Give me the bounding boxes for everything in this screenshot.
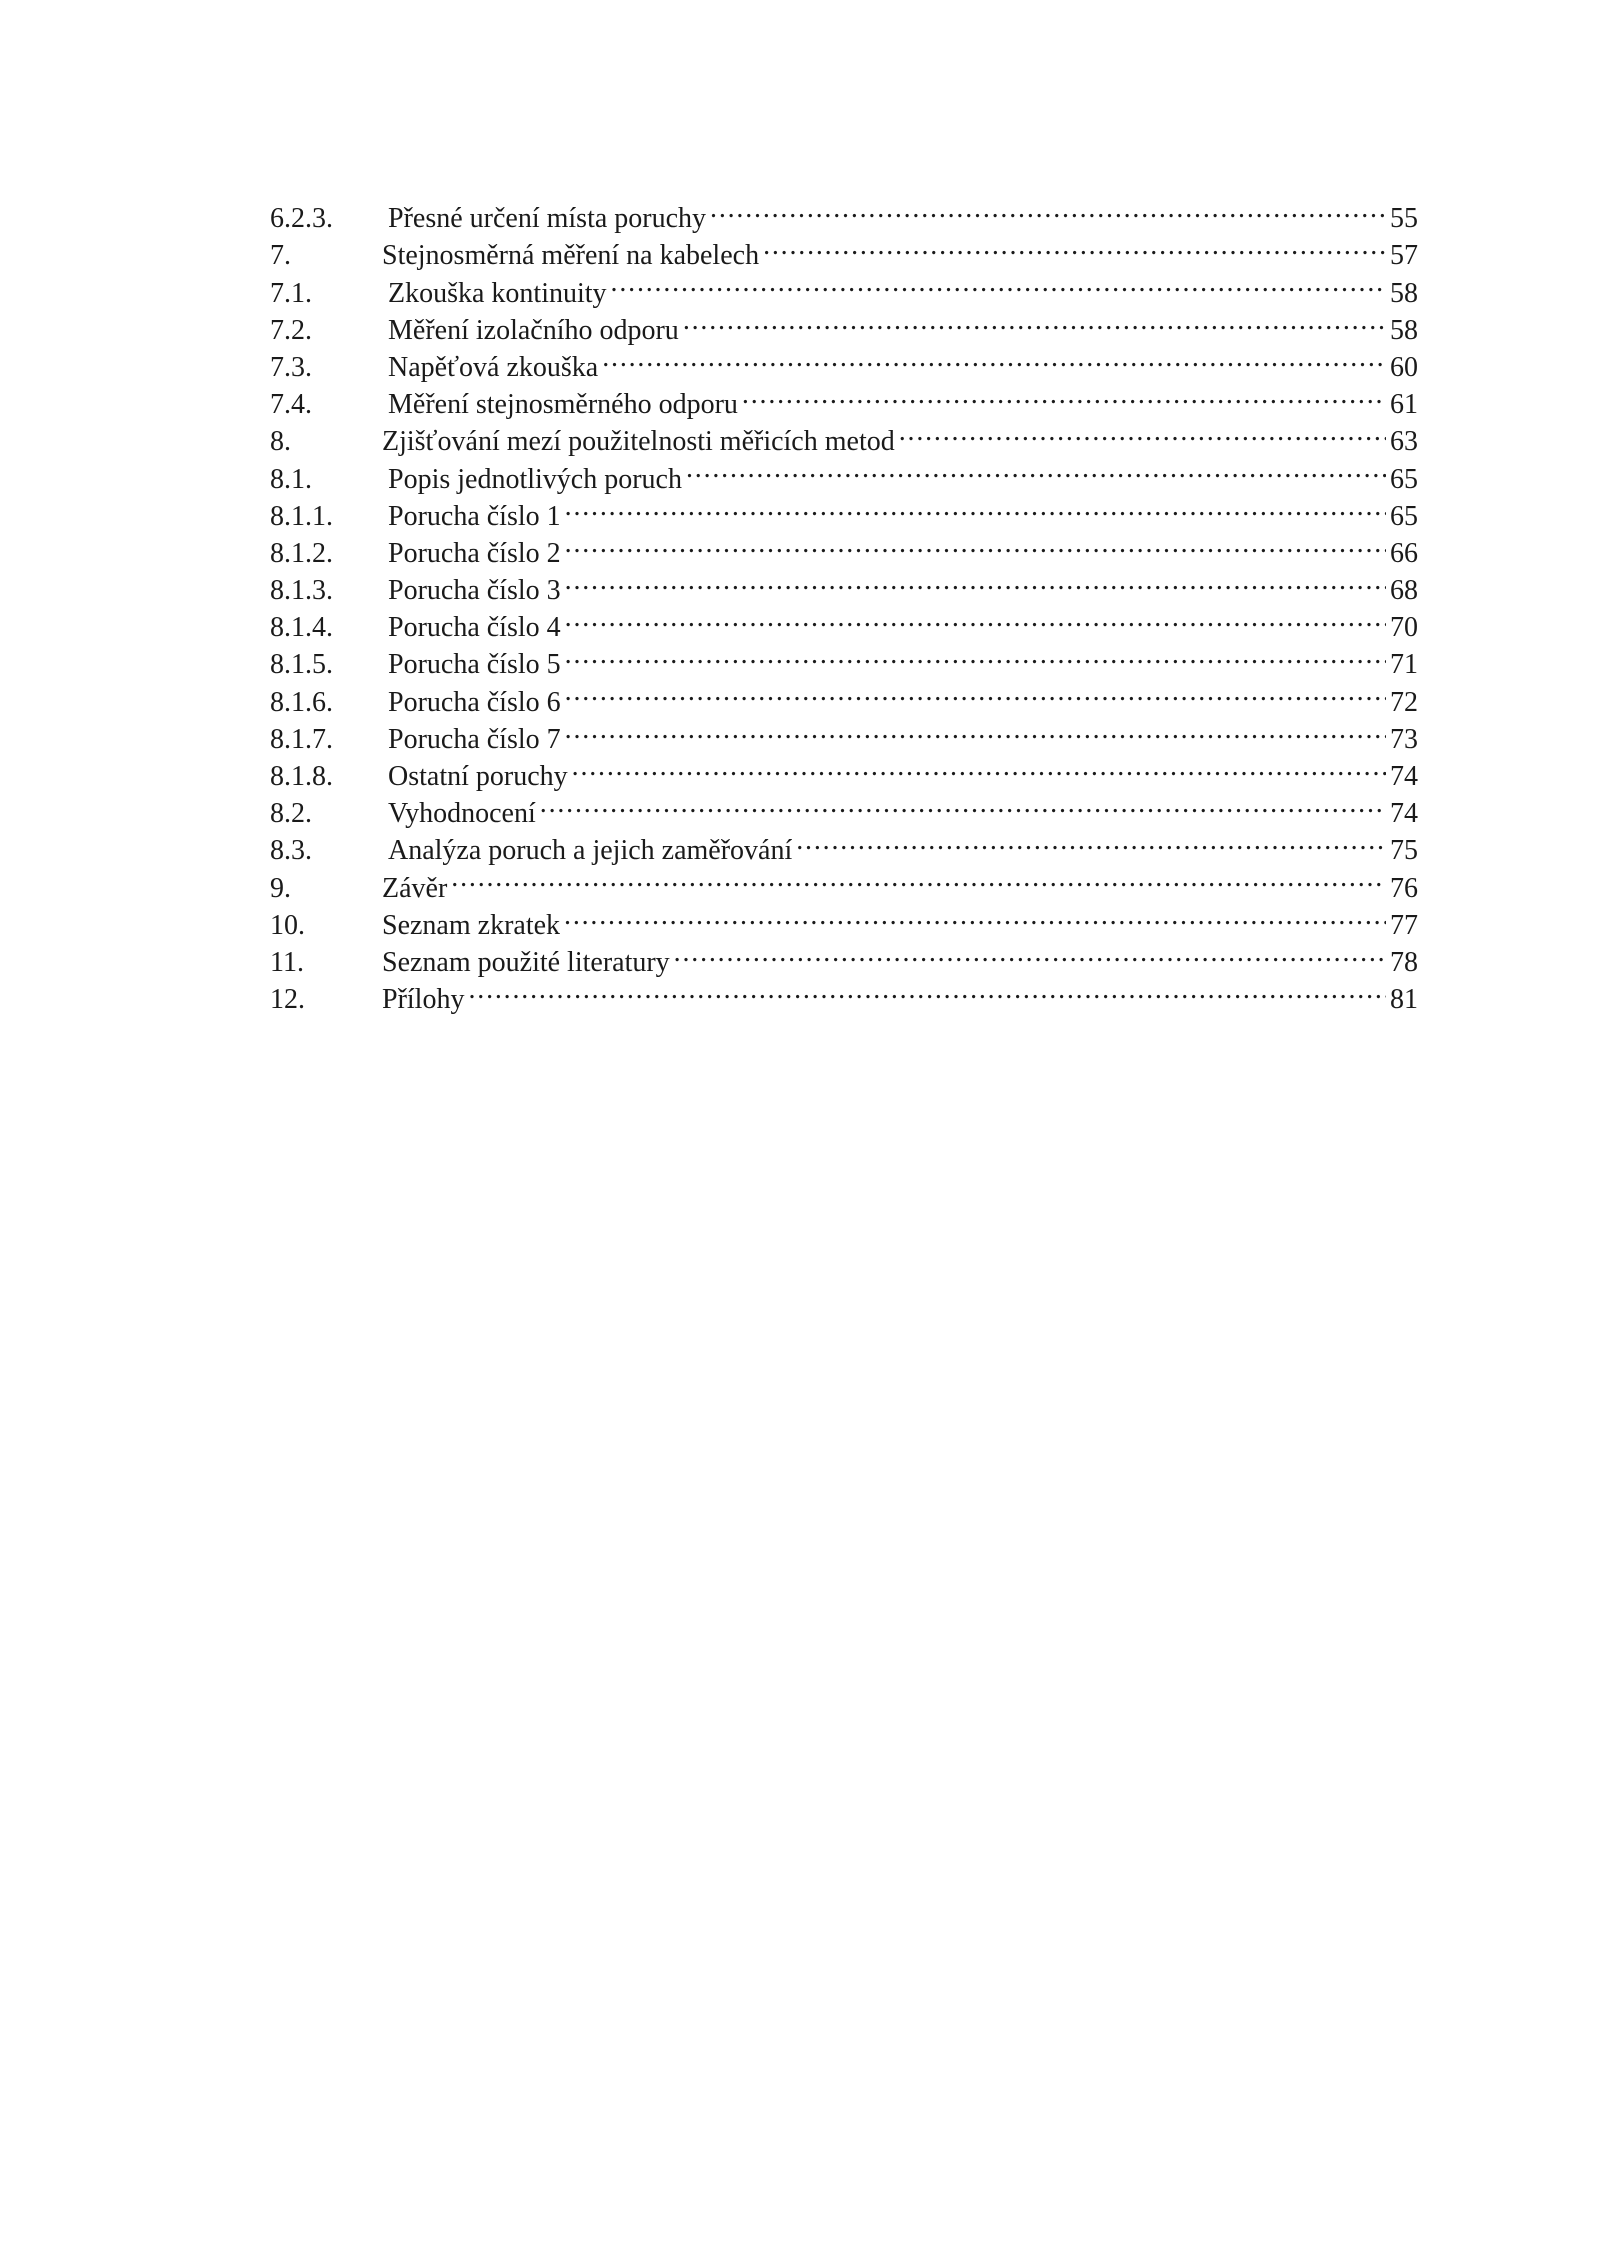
toc-leader-dots	[565, 488, 1386, 525]
toc-entry-page: 63	[1390, 426, 1418, 458]
toc-entry-title: Porucha číslo 5	[388, 649, 561, 681]
toc-leader-dots	[565, 562, 1386, 599]
toc-entry-number: 8.	[270, 426, 291, 458]
toc-entry-number: 8.1.4.	[270, 612, 333, 644]
toc-leader-dots	[763, 227, 1386, 264]
toc-entry-page: 77	[1390, 909, 1418, 941]
toc-entry-title: Analýza poruch a jejich zaměřování	[388, 835, 793, 867]
toc-entry-page: 78	[1390, 946, 1418, 978]
toc-entry-title: Porucha číslo 4	[388, 612, 561, 644]
toc-entry-title: Měření izolačního odporu	[388, 314, 679, 346]
toc-entry-title: Zkouška kontinuity	[388, 277, 607, 309]
toc-entry-title: Stejnosměrná měření na kabelech	[382, 240, 760, 272]
toc-entry-page: 74	[1390, 798, 1418, 830]
toc-entry-number: 8.3.	[270, 835, 312, 867]
toc-entry-title: Měření stejnosměrného odporu	[388, 389, 738, 421]
toc-entry-page: 66	[1390, 537, 1418, 569]
toc-leader-dots	[565, 525, 1386, 562]
toc-leader-dots	[710, 190, 1386, 227]
toc-entry-title: Zjišťování mezí použitelnosti měřicích metod	[382, 426, 895, 458]
toc-entry-title: Přílohy	[382, 984, 465, 1016]
toc-entry[interactable]	[270, 190, 1418, 235]
toc-leader-dots	[451, 859, 1386, 896]
toc-entry-number: 12.	[270, 984, 305, 1016]
toc-leader-dots	[565, 711, 1386, 748]
toc-entry-page: 72	[1390, 686, 1418, 718]
toc-entry-number: 9.	[270, 872, 291, 904]
toc-leader-dots	[674, 934, 1386, 971]
toc-leader-dots	[602, 339, 1386, 376]
toc-entry-title: Ostatní poruchy	[388, 761, 568, 792]
toc-entry-page: 74	[1390, 761, 1418, 792]
toc-entry-title: Seznam použité literatury	[382, 946, 670, 978]
toc-entry-page: 68	[1390, 575, 1418, 607]
toc-leader-dots	[611, 264, 1386, 301]
toc-entry-number: 6.2.3.	[270, 203, 333, 235]
toc-entry-title: Závěr	[382, 872, 448, 904]
toc-entry-title: Seznam zkratek	[382, 909, 561, 941]
toc-entry-title: Vyhodnocení	[388, 798, 536, 830]
toc-entry-number: 11.	[270, 946, 304, 978]
toc-entry-title: Porucha číslo 1	[388, 500, 561, 532]
toc-entry-title: Porucha číslo 3	[388, 575, 561, 607]
toc-leader-dots	[796, 822, 1386, 859]
toc-entry-title: Porucha číslo 7	[388, 723, 561, 755]
toc-leader-dots	[565, 673, 1386, 710]
toc-entry-number: 8.1.	[270, 463, 312, 495]
toc-entry-number: 8.1.6.	[270, 686, 333, 718]
toc-entry-number: 10.	[270, 909, 305, 941]
toc-leader-dots	[565, 636, 1386, 673]
toc-leader-dots	[899, 413, 1386, 450]
toc-entry-number: 8.1.1.	[270, 500, 333, 532]
toc-entry-page: 61	[1390, 389, 1418, 421]
toc-leader-dots	[564, 897, 1386, 934]
toc-entry-number: 8.1.8.	[270, 761, 333, 792]
toc-entry-number: 8.1.5.	[270, 649, 333, 681]
toc-entry-number: 7.3.	[270, 351, 312, 383]
toc-entry-number: 7.1.	[270, 277, 312, 309]
toc-entry-page: 58	[1390, 277, 1418, 309]
toc-entry-page: 73	[1390, 723, 1418, 755]
toc-entry-page: 81	[1390, 984, 1418, 1016]
toc-leader-dots	[468, 971, 1386, 1008]
toc-entry-page: 70	[1390, 612, 1418, 644]
toc-entry-title: Popis jednotlivých poruch	[388, 463, 682, 495]
toc-entry-title: Porucha číslo 2	[388, 537, 561, 569]
toc-entry-page: 55	[1390, 203, 1418, 235]
toc-entry-page: 71	[1390, 649, 1418, 681]
toc-entry-number: 7.4.	[270, 389, 312, 421]
toc-entry-number: 8.2.	[270, 798, 312, 830]
toc-entry-page: 76	[1390, 872, 1418, 904]
toc-entry-number: 7.	[270, 240, 291, 272]
toc-entry-number: 8.1.7.	[270, 723, 333, 755]
toc-entry-title: Napěťová zkouška	[388, 351, 599, 383]
toc-leader-dots	[683, 302, 1386, 339]
toc-entry-page: 65	[1390, 500, 1418, 532]
table-of-contents	[270, 190, 1418, 1016]
toc-entry-number: 8.1.3.	[270, 575, 333, 607]
toc-entry-title: Porucha číslo 6	[388, 686, 561, 718]
toc-leader-dots	[565, 599, 1386, 636]
toc-entry-page: 75	[1390, 835, 1418, 867]
toc-leader-dots	[742, 376, 1386, 413]
toc-leader-dots	[686, 450, 1386, 487]
toc-entry-number: 8.1.2.	[270, 537, 333, 569]
toc-leader-dots	[572, 748, 1386, 785]
toc-entry-title: Přesné určení místa poruchy	[388, 203, 707, 235]
toc-entry-number: 7.2.	[270, 314, 312, 346]
toc-entry-page: 58	[1390, 314, 1418, 346]
toc-entry-page: 57	[1390, 240, 1418, 272]
toc-entry-page: 65	[1390, 463, 1418, 495]
toc-entry-page: 60	[1390, 351, 1418, 383]
toc-leader-dots	[540, 785, 1386, 822]
